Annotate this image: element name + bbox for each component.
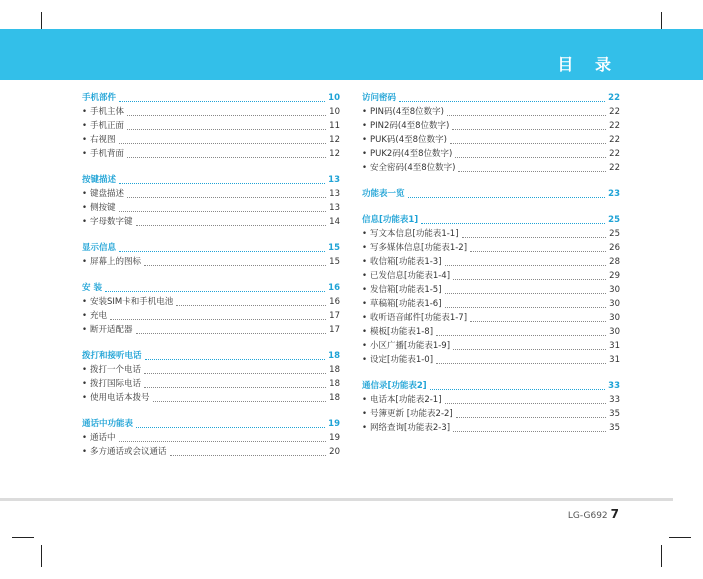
toc-entry-label: • 发信箱[功能表1-5] xyxy=(362,283,442,297)
toc-entry-page: 30 xyxy=(609,327,620,337)
dot-leader xyxy=(470,320,606,322)
toc-entry[interactable] xyxy=(82,147,340,161)
toc-section-heading[interactable] xyxy=(362,91,620,105)
toc-entry-label: • 断开适配器 xyxy=(82,323,133,337)
dot-leader xyxy=(456,416,606,418)
toc-entry-page: 26 xyxy=(609,243,620,253)
toc-entry-label: • 侧按键 xyxy=(82,201,116,215)
dot-leader xyxy=(127,196,326,198)
toc-entry-page: 28 xyxy=(609,257,620,267)
toc-section-heading[interactable] xyxy=(362,213,620,227)
toc-entry[interactable] xyxy=(82,445,340,459)
crop-mark xyxy=(661,545,662,567)
toc-entry-page: 22 xyxy=(609,107,620,117)
toc-entry[interactable] xyxy=(362,325,620,339)
section-gap xyxy=(362,367,620,379)
dot-leader xyxy=(453,278,606,280)
toc-right-column xyxy=(362,91,620,435)
toc-section-heading[interactable] xyxy=(82,417,340,431)
footer xyxy=(568,507,619,521)
toc-entry[interactable] xyxy=(82,119,340,133)
dot-leader xyxy=(453,430,606,432)
toc-entry-label: • 字母数字键 xyxy=(82,215,133,229)
toc-entry-page: 12 xyxy=(329,135,340,145)
toc-section-heading-page: 13 xyxy=(328,175,340,185)
dot-leader xyxy=(119,142,327,144)
toc-entry-page: 11 xyxy=(329,121,340,131)
toc-entry-page: 30 xyxy=(609,285,620,295)
toc-entry-label: • 写多媒体信息[功能表1-2] xyxy=(362,241,467,255)
toc-section-heading-page: 25 xyxy=(608,215,620,225)
toc-section-heading-page: 16 xyxy=(328,283,340,293)
model-name: LG-G692 xyxy=(567,511,608,521)
page-number: 7 xyxy=(610,507,619,521)
toc-entry[interactable] xyxy=(82,215,340,229)
dot-leader xyxy=(176,304,326,306)
toc-section-heading-label: 手机部件 xyxy=(82,93,117,103)
toc-section-heading[interactable] xyxy=(82,91,340,105)
toc-entry-label: • 通话中 xyxy=(82,431,116,445)
toc-entry-label: • 安装SIM卡和手机电池 xyxy=(82,295,173,309)
toc-entry-page: 35 xyxy=(609,409,620,419)
section-gap xyxy=(82,337,340,349)
toc-entry[interactable] xyxy=(362,161,620,175)
toc-entry-label: • 屏幕上的图标 xyxy=(82,255,141,269)
toc-entry-page: 15 xyxy=(329,257,340,267)
toc-entry-label: • 手机主体 xyxy=(82,105,124,119)
dot-leader xyxy=(145,358,326,360)
dot-leader xyxy=(144,264,326,266)
toc-section-heading-label: 访问密码 xyxy=(362,93,397,103)
toc-section-heading-page: 18 xyxy=(328,351,340,361)
toc-entry[interactable] xyxy=(362,393,620,407)
toc-entry-label: • PUK码(4至8位数字) xyxy=(362,133,447,147)
section-gap xyxy=(82,229,340,241)
toc-section-heading-label: 按键描述 xyxy=(82,175,117,185)
section-gap xyxy=(82,161,340,173)
toc-entry-label: • 模板[功能表1-8] xyxy=(362,325,433,339)
section-gap xyxy=(82,269,340,281)
toc-entry-page: 14 xyxy=(329,217,340,227)
toc-section-heading-label: 显示信息 xyxy=(82,243,117,253)
dot-leader xyxy=(445,402,607,404)
toc-entry-page: 22 xyxy=(609,121,620,131)
toc-entry-label: • 安全密码(4至8位数字) xyxy=(362,161,455,175)
toc-section-heading-page: 33 xyxy=(608,381,620,391)
toc-entry-label: • 号簿更新 [功能表2-2] xyxy=(362,407,453,421)
toc-entry-label: • 收听语音邮件[功能表1-7] xyxy=(362,311,467,325)
toc-section-heading-label: 功能表一览 xyxy=(362,189,405,199)
toc-left-column xyxy=(82,91,340,459)
crop-mark xyxy=(669,537,691,538)
toc-section-heading-page: 19 xyxy=(328,419,340,429)
toc-entry[interactable] xyxy=(362,421,620,435)
toc-section-heading-page: 23 xyxy=(608,189,620,199)
toc-entry-page: 18 xyxy=(329,393,340,403)
toc-entry-page: 12 xyxy=(329,149,340,159)
toc-entry[interactable] xyxy=(362,407,620,421)
page-title: 目 录 xyxy=(557,55,619,74)
dot-leader xyxy=(421,222,605,224)
toc-entry-page: 17 xyxy=(329,325,340,335)
toc-entry-page: 31 xyxy=(609,341,620,351)
dot-leader xyxy=(105,290,325,292)
toc-section-heading[interactable] xyxy=(362,187,620,201)
toc-entry-page: 18 xyxy=(329,379,340,389)
toc-entry-label: • 电话本[功能表2-1] xyxy=(362,393,442,407)
toc-entry-label: • 收信箱[功能表1-3] xyxy=(362,255,442,269)
dot-leader xyxy=(127,156,326,158)
dot-leader xyxy=(430,388,605,390)
toc-section-heading[interactable] xyxy=(362,379,620,393)
toc-entry-label: • PIN2码(4至8位数字) xyxy=(362,119,449,133)
toc-entry-label: • 使用电话本拨号 xyxy=(82,391,150,405)
toc-entry-label: • 手机背面 xyxy=(82,147,124,161)
toc-section-heading-page: 15 xyxy=(328,243,340,253)
toc-entry-label: • PUK2码(4至8位数字) xyxy=(362,147,452,161)
toc-entry[interactable] xyxy=(362,227,620,241)
dot-leader xyxy=(119,182,325,184)
toc-entry[interactable] xyxy=(362,353,620,367)
toc-entry-page: 31 xyxy=(609,355,620,365)
dot-leader xyxy=(127,128,326,130)
toc-entry[interactable] xyxy=(82,201,340,215)
toc-entry[interactable] xyxy=(362,255,620,269)
toc-entry-page: 25 xyxy=(609,229,620,239)
toc-section-heading-label: 拨打和接听电话 xyxy=(82,351,142,361)
toc-entry-label: • 充电 xyxy=(82,309,107,323)
toc-entry-page: 33 xyxy=(609,395,620,405)
toc-entry[interactable] xyxy=(82,377,340,391)
toc-entry[interactable] xyxy=(362,147,620,161)
dot-leader xyxy=(110,318,326,320)
toc-section-heading-page: 10 xyxy=(328,93,340,103)
toc-entry[interactable] xyxy=(362,119,620,133)
dot-leader xyxy=(436,362,606,364)
toc-entry[interactable] xyxy=(82,187,340,201)
section-gap xyxy=(362,175,620,187)
toc-entry-label: • 设定[功能表1-0] xyxy=(362,353,433,367)
toc-entry[interactable] xyxy=(82,105,340,119)
toc-entry-page: 19 xyxy=(329,433,340,443)
toc-entry-label: • 右视图 xyxy=(82,133,116,147)
dot-leader xyxy=(447,114,606,116)
toc-section-heading[interactable] xyxy=(82,349,340,363)
dot-leader xyxy=(453,348,606,350)
dot-leader xyxy=(452,128,606,130)
toc-section-heading[interactable] xyxy=(82,241,340,255)
dot-leader xyxy=(462,236,607,238)
dot-leader xyxy=(445,306,607,308)
dot-leader xyxy=(136,332,327,334)
toc-entry[interactable] xyxy=(362,241,620,255)
section-gap xyxy=(82,405,340,417)
toc-entry-label: • 小区广播[功能表1-9] xyxy=(362,339,450,353)
toc-entry-page: 10 xyxy=(329,107,340,117)
toc-entry-label: • 手机正面 xyxy=(82,119,124,133)
toc-entry[interactable] xyxy=(362,283,620,297)
dot-leader xyxy=(144,372,326,374)
toc-entry-page: 13 xyxy=(329,203,340,213)
dot-leader xyxy=(119,440,327,442)
dot-leader xyxy=(119,250,325,252)
toc-entry-page: 29 xyxy=(609,271,620,281)
dot-leader xyxy=(136,426,325,428)
toc-section-heading-label: 信息[功能表1] xyxy=(362,215,419,225)
toc-section-heading[interactable] xyxy=(82,281,340,295)
toc-entry-page: 30 xyxy=(609,299,620,309)
toc-entry[interactable] xyxy=(82,309,340,323)
dot-leader xyxy=(170,454,327,456)
toc-section-heading[interactable] xyxy=(82,173,340,187)
toc-section-heading-label: 通话中功能表 xyxy=(82,419,134,429)
toc-entry[interactable] xyxy=(362,133,620,147)
toc-entry-page: 22 xyxy=(609,149,620,159)
toc-entry[interactable] xyxy=(362,269,620,283)
toc-entry-page: 22 xyxy=(609,135,620,145)
toc-entry-page: 18 xyxy=(329,365,340,375)
toc-entry-page: 35 xyxy=(609,423,620,433)
toc-entry[interactable] xyxy=(362,311,620,325)
dot-leader xyxy=(119,100,325,102)
toc-entry-label: • 草稿箱[功能表1-6] xyxy=(362,297,442,311)
crop-mark xyxy=(41,545,42,567)
dot-leader xyxy=(119,210,327,212)
toc-entry[interactable] xyxy=(362,105,620,119)
toc-entry[interactable] xyxy=(82,133,340,147)
crop-mark xyxy=(12,537,34,538)
dot-leader xyxy=(436,334,606,336)
dot-leader xyxy=(153,400,327,402)
toc-entry-page: 13 xyxy=(329,189,340,199)
toc-entry[interactable] xyxy=(362,297,620,311)
toc-entry-label: • PIN码(4至8位数字) xyxy=(362,105,444,119)
toc-entry-page: 30 xyxy=(609,313,620,323)
toc-entry[interactable] xyxy=(82,391,340,405)
toc-entry[interactable] xyxy=(82,255,340,269)
toc-entry-label: • 拨打国际电话 xyxy=(82,377,141,391)
toc-entry[interactable] xyxy=(82,363,340,377)
toc-entry-label: • 已发信息[功能表1-4] xyxy=(362,269,450,283)
toc-entry[interactable] xyxy=(82,295,340,309)
toc-entry[interactable] xyxy=(362,339,620,353)
dot-leader xyxy=(445,264,607,266)
toc-entry-label: • 网络查询[功能表2-3] xyxy=(362,421,450,435)
dot-leader xyxy=(127,114,326,116)
dot-leader xyxy=(455,156,606,158)
dot-leader xyxy=(445,292,607,294)
toc-entry-page: 22 xyxy=(609,163,620,173)
footer-rule xyxy=(0,498,673,501)
dot-leader xyxy=(470,250,606,252)
dot-leader xyxy=(458,170,606,172)
section-gap xyxy=(362,201,620,213)
dot-leader xyxy=(144,386,326,388)
toc-entry-page: 16 xyxy=(329,297,340,307)
toc-section-heading-label: 安 装 xyxy=(82,283,102,293)
toc-entry-label: • 写文本信息[功能表1-1] xyxy=(362,227,459,241)
toc-entry-label: • 键盘描述 xyxy=(82,187,124,201)
dot-leader xyxy=(136,224,327,226)
toc-entry-page: 20 xyxy=(329,447,340,457)
toc-entry[interactable] xyxy=(82,431,340,445)
dot-leader xyxy=(408,196,606,198)
toc-section-heading-label: 通信录[功能表2] xyxy=(362,381,427,391)
toc-entry-page: 17 xyxy=(329,311,340,321)
dot-leader xyxy=(450,142,606,144)
dot-leader xyxy=(399,100,605,102)
toc-section-heading-page: 22 xyxy=(608,93,620,103)
toc-entry-label: • 拨打一个电话 xyxy=(82,363,141,377)
toc-entry[interactable] xyxy=(82,323,340,337)
toc-entry-label: • 多方通话或会议通话 xyxy=(82,445,167,459)
